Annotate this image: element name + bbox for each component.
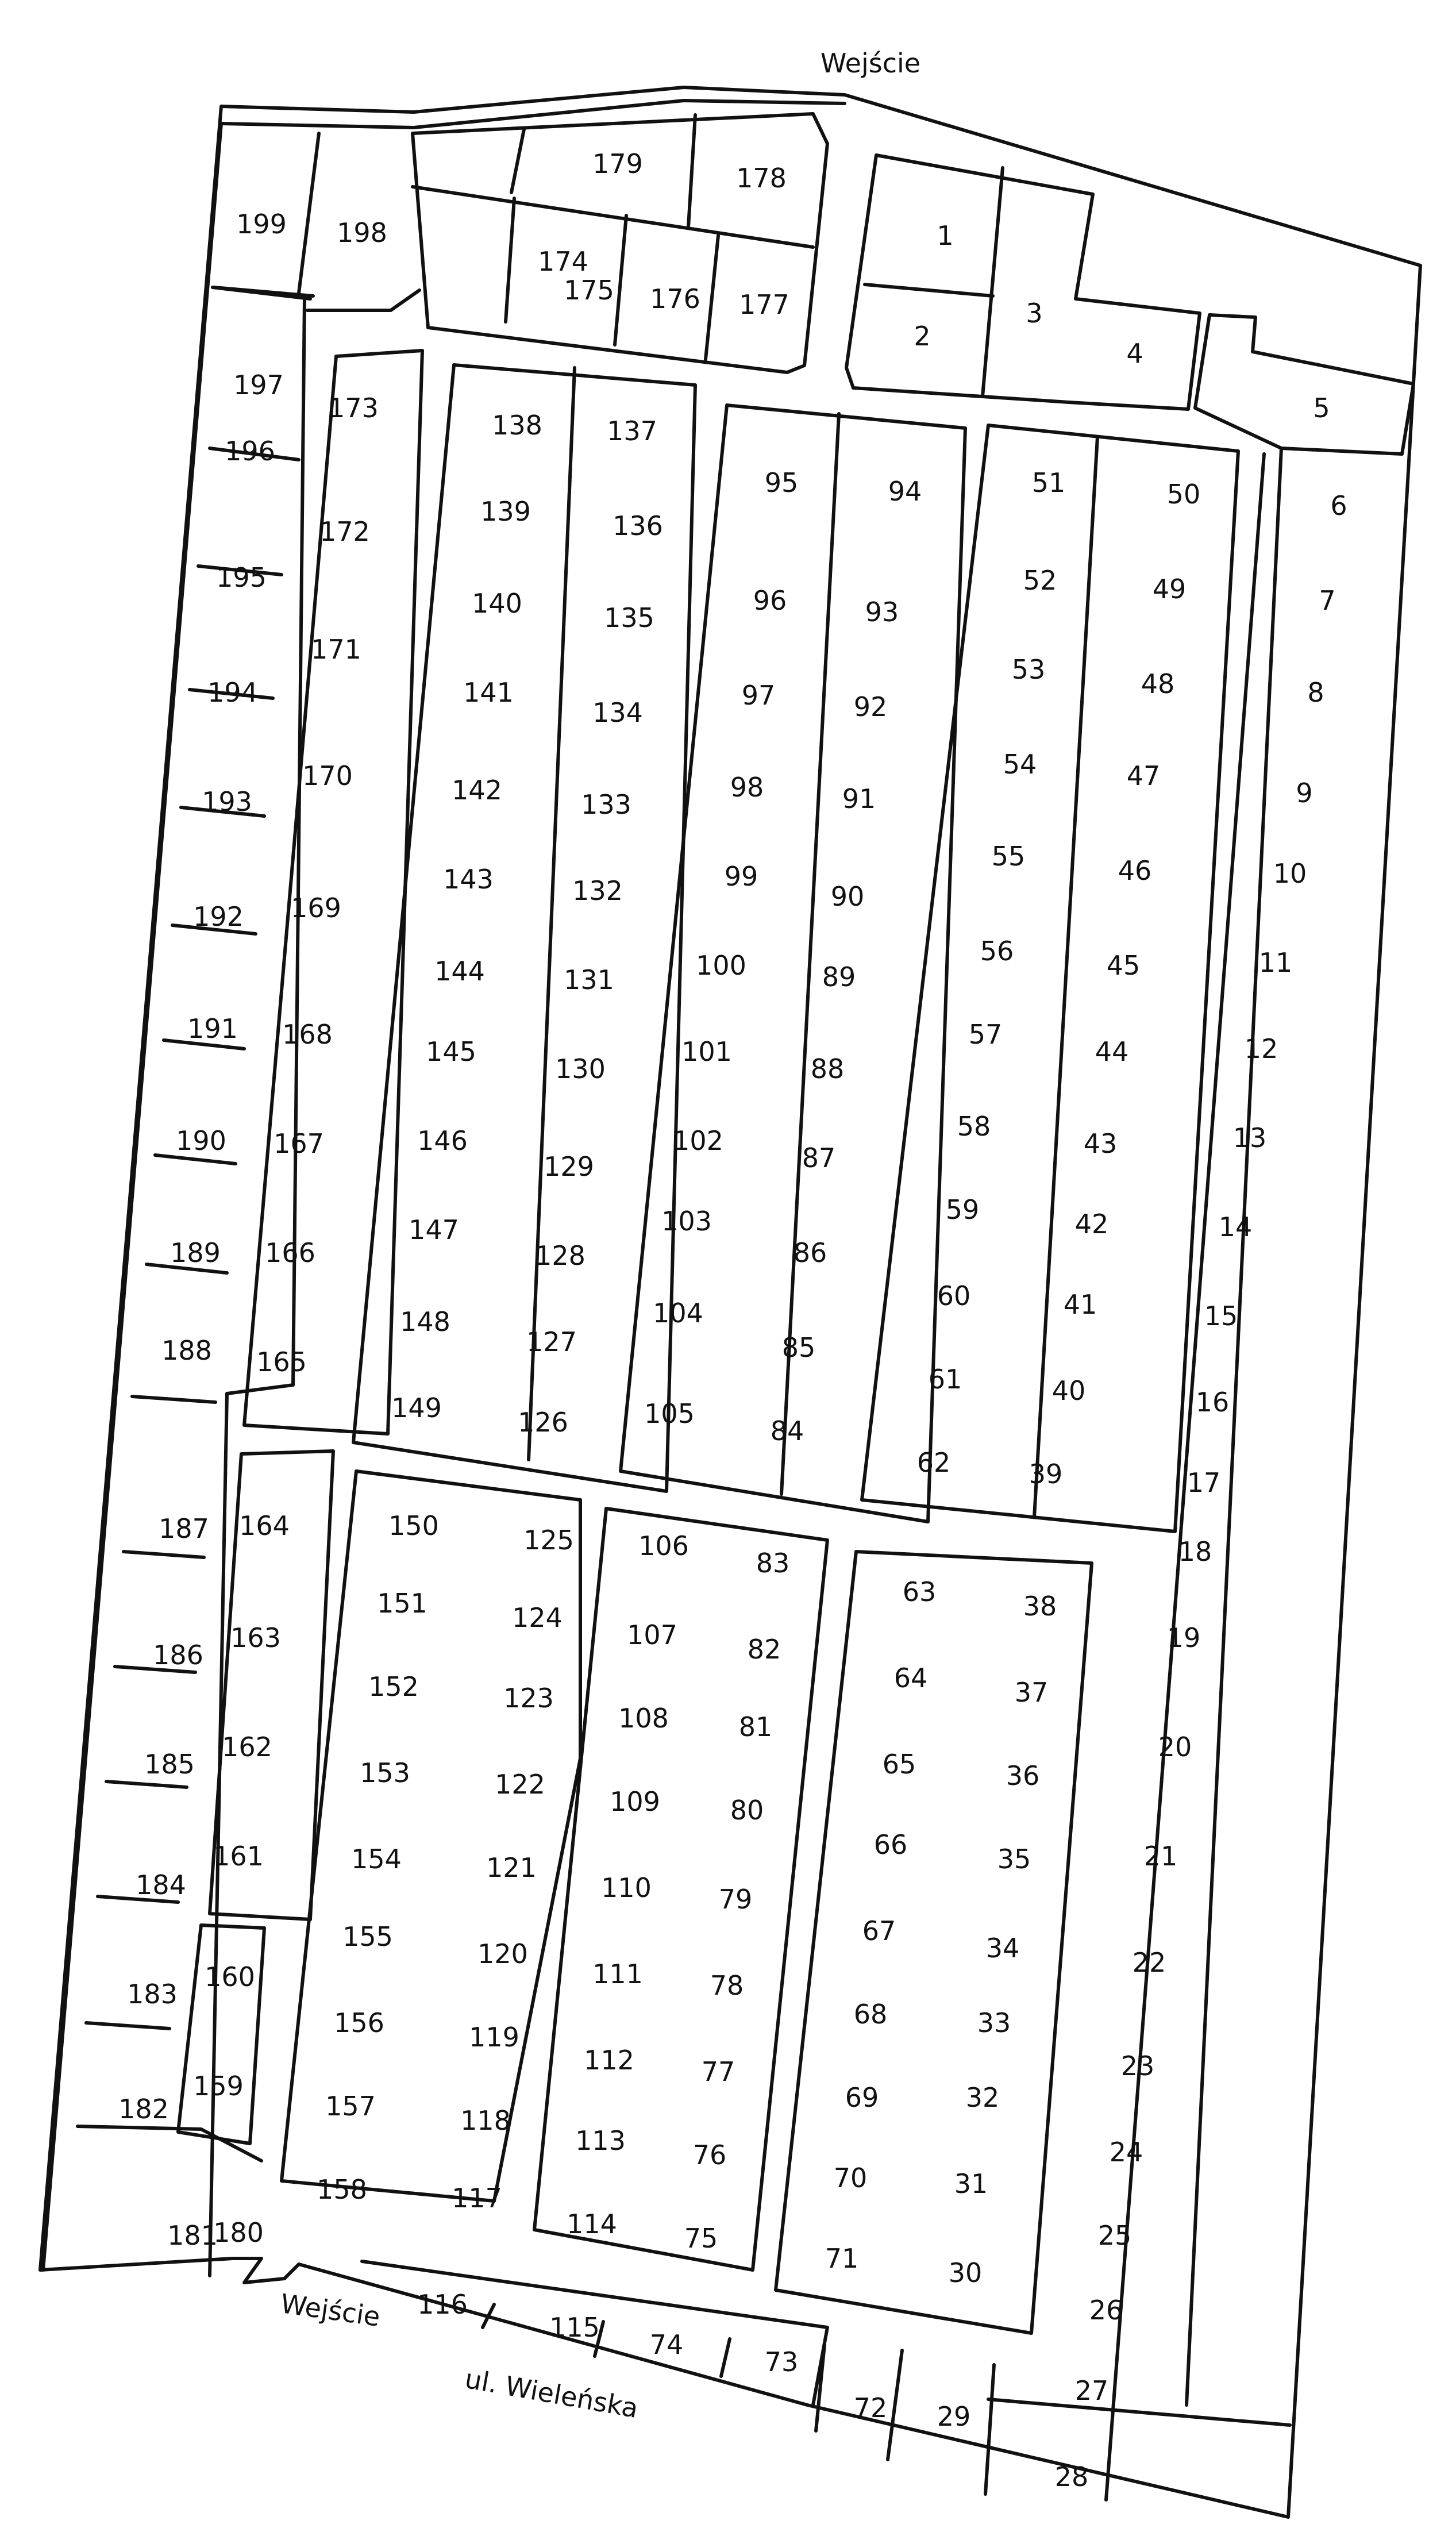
plot-number: 125	[523, 1525, 574, 1556]
plot-number: 56	[980, 936, 1014, 967]
plot-number: 35	[997, 1844, 1031, 1875]
plot-number: 170	[302, 760, 353, 791]
plot-number: 167	[274, 1128, 324, 1159]
plot-number: 165	[256, 1346, 307, 1377]
plot-number: 61	[928, 1364, 962, 1395]
plot-number: 144	[434, 956, 485, 987]
plot-number: 184	[136, 1869, 186, 1900]
plot-number: 106	[638, 1530, 689, 1561]
plot-number: 72	[853, 2392, 888, 2423]
plot-number: 8	[1307, 677, 1324, 708]
plot-number: 44	[1095, 1036, 1129, 1067]
plot-number: 48	[1141, 668, 1175, 699]
plot-number: 198	[337, 217, 387, 248]
plot-number: 182	[118, 2094, 169, 2125]
plot-number: 132	[572, 875, 623, 906]
plot-number: 172	[319, 516, 370, 547]
plot-number: 17	[1187, 1467, 1221, 1498]
plot-number: 26	[1089, 2295, 1123, 2326]
plot-number: 126	[518, 1407, 568, 1438]
plot-number: 157	[325, 2091, 376, 2122]
plot-number: 63	[902, 1576, 937, 1607]
plot-number: 78	[710, 1970, 744, 2001]
plot-number: 148	[400, 1306, 450, 1337]
street-label: ul. Wieleńska	[463, 2362, 641, 2425]
plot-number: 116	[417, 2289, 468, 2320]
plot-number: 162	[222, 1731, 272, 1763]
plot-number: 13	[1232, 1122, 1267, 1153]
plot-number: 14	[1218, 1211, 1253, 1242]
plot-number: 121	[486, 1852, 537, 1883]
plot-number: 118	[460, 2105, 511, 2136]
plot-number: 74	[649, 2329, 684, 2360]
plot-number: 191	[187, 1013, 238, 1044]
plot-number: 193	[202, 786, 252, 817]
plot-number: 10	[1273, 858, 1307, 889]
plot-number: 130	[555, 1053, 606, 1084]
plot-number: 93	[865, 597, 899, 628]
plot-number: 47	[1126, 760, 1161, 791]
plot-number: 178	[736, 163, 787, 194]
plot-number: 57	[968, 1019, 1003, 1050]
plot-number: 169	[291, 892, 341, 923]
plot-number: 129	[544, 1151, 594, 1182]
plot-number: 37	[1014, 1677, 1049, 1708]
plot-number: 36	[1006, 1760, 1040, 1791]
plot-number: 3	[1026, 298, 1043, 329]
plot-number: 28	[1054, 2461, 1089, 2492]
plot-number: 109	[610, 1786, 660, 1817]
plot-number: 60	[937, 1280, 971, 1311]
plot-number: 1	[937, 220, 954, 251]
plot-number: 9	[1296, 778, 1313, 809]
plot-number: 55	[991, 841, 1026, 872]
plot-number: 65	[882, 1749, 916, 1780]
plot-number: 160	[205, 1961, 255, 1992]
plot-number: 197	[233, 370, 284, 401]
plot-number: 45	[1106, 950, 1141, 981]
plot-number: 115	[549, 2312, 600, 2343]
plot-number: 39	[1029, 1459, 1063, 1490]
plot-number: 27	[1074, 2375, 1109, 2406]
plot-number: 7	[1319, 585, 1336, 616]
entrance-top-label: Wejście	[820, 48, 921, 79]
plot-number: 183	[127, 1979, 178, 2010]
plot-number: 41	[1063, 1289, 1097, 1320]
plot-number: 77	[701, 2056, 735, 2087]
plot-number: 138	[492, 410, 542, 441]
entrance-bottom-label: Wejście	[278, 2288, 383, 2333]
plot-number: 141	[463, 677, 514, 708]
plot-number: 43	[1083, 1128, 1118, 1159]
plot-number: 152	[368, 1671, 419, 1702]
plot-number: 179	[592, 148, 643, 179]
plot-number: 151	[377, 1588, 427, 1619]
plot-number: 117	[452, 2183, 502, 2214]
plot-number: 85	[781, 1332, 816, 1363]
plot-number: 58	[957, 1111, 991, 1142]
plot-number: 92	[853, 691, 888, 722]
plot-number: 49	[1152, 574, 1187, 605]
plot-number: 59	[945, 1194, 980, 1225]
plot-number: 164	[239, 1510, 290, 1541]
plot-number: 174	[538, 246, 588, 277]
plot-number: 70	[833, 2162, 868, 2194]
plot-number: 177	[739, 289, 789, 320]
top-fence	[221, 101, 845, 128]
plot-number: 33	[977, 2007, 1011, 2038]
plot-number: 155	[342, 1921, 393, 1952]
plot-number: 146	[417, 1125, 468, 1156]
plot-number: 135	[604, 602, 654, 633]
plot-number: 34	[985, 1933, 1020, 1964]
plot-number: 6	[1330, 490, 1347, 521]
plot-number: 153	[360, 1757, 410, 1788]
plot-number: 18	[1178, 1536, 1212, 1567]
plot-number: 42	[1074, 1209, 1109, 1240]
plot-number: 113	[575, 2125, 626, 2156]
plot-number: 187	[159, 1513, 209, 1544]
plot-number: 168	[282, 1019, 333, 1050]
plot-number: 86	[793, 1237, 827, 1268]
plot-number: 96	[753, 585, 787, 616]
plot-number: 31	[954, 2168, 988, 2199]
plot-number: 11	[1258, 947, 1293, 978]
plot-number: 156	[334, 2007, 384, 2038]
plot-number: 75	[684, 2223, 718, 2254]
plot-number: 175	[564, 275, 614, 306]
plot-number: 4	[1126, 338, 1143, 369]
plot-number: 76	[692, 2139, 727, 2171]
plot-number: 176	[650, 283, 700, 314]
plot-number: 188	[161, 1335, 212, 1366]
plot-number: 68	[853, 1999, 888, 2030]
plot-number: 101	[681, 1036, 732, 1067]
plot-number: 173	[328, 393, 379, 424]
plot-number: 99	[724, 861, 758, 892]
plot-number: 81	[738, 1711, 773, 1742]
plot-number: 23	[1120, 2050, 1155, 2081]
plot-number: 122	[495, 1769, 545, 1800]
plot-number: 107	[627, 1619, 677, 1650]
plot-number: 71	[825, 2243, 859, 2274]
plot-number: 127	[526, 1326, 577, 1357]
plot-number: 12	[1244, 1033, 1278, 1064]
plot-number: 21	[1143, 1841, 1178, 1872]
plot-number: 40	[1051, 1375, 1086, 1406]
plot-number: 103	[661, 1206, 712, 1237]
plot-number: 136	[613, 510, 663, 541]
plot-number: 114	[567, 2208, 617, 2239]
plot-number: 131	[564, 964, 614, 995]
plot-number: 196	[225, 436, 275, 467]
plot-number: 97	[741, 680, 776, 711]
plot-number: 64	[893, 1663, 928, 1694]
plot-number: 180	[213, 2217, 264, 2248]
plot-number: 123	[503, 1683, 554, 1714]
plot-number: 73	[764, 2346, 799, 2377]
plot-number: 110	[601, 1872, 652, 1903]
plot-number: 159	[193, 2071, 244, 2102]
plot-number: 50	[1166, 479, 1201, 510]
plot-number: 51	[1031, 467, 1066, 498]
plot-number: 67	[862, 1915, 896, 1946]
plot-number: 88	[810, 1053, 845, 1084]
plot-number: 194	[207, 677, 258, 708]
plot-number: 111	[592, 1958, 643, 1990]
plot-number: 95	[764, 467, 799, 498]
plot-number: 90	[830, 881, 865, 912]
plot-number: 171	[311, 634, 361, 665]
plot-number: 82	[747, 1634, 781, 1665]
plot-number: 79	[718, 1884, 753, 1915]
plot-number: 195	[216, 562, 267, 593]
plot-number: 104	[653, 1298, 703, 1329]
plot-number: 161	[213, 1841, 264, 1872]
plot-number: 199	[236, 209, 287, 240]
plot-number: 137	[607, 415, 657, 447]
plot-number: 84	[770, 1415, 804, 1446]
plot-number: 134	[592, 697, 643, 728]
plot-number: 94	[888, 476, 922, 507]
plot-number: 91	[842, 783, 876, 814]
plot-number: 105	[644, 1398, 695, 1429]
plot-number: 69	[845, 2082, 879, 2113]
plot-number: 149	[391, 1392, 442, 1423]
plot-number: 22	[1132, 1947, 1166, 1978]
plot-number: 142	[452, 775, 502, 806]
plot-number: 53	[1011, 654, 1046, 685]
plot-number: 120	[477, 1938, 528, 1969]
plot-number: 190	[176, 1125, 226, 1156]
plot-number: 89	[822, 961, 856, 992]
plot-number: 154	[351, 1844, 402, 1875]
plot-number: 54	[1003, 749, 1037, 780]
plot-number: 139	[480, 496, 531, 527]
plot-number: 29	[937, 2401, 971, 2432]
plot-number: 62	[916, 1447, 951, 1478]
plot-number: 80	[730, 1795, 764, 1826]
plot-number: 83	[756, 1548, 790, 1579]
plot-number: 5	[1313, 393, 1330, 424]
plot-number: 87	[802, 1142, 836, 1173]
plot-number: 189	[170, 1237, 221, 1268]
plot-number: 100	[696, 950, 746, 981]
plot-number: 112	[584, 2045, 634, 2076]
plot-number: 32	[965, 2082, 1000, 2113]
plot-number: 15	[1204, 1300, 1238, 1332]
plot-number: 25	[1097, 2220, 1132, 2251]
plot-number: 119	[469, 2022, 519, 2053]
plot-number: 38	[1023, 1591, 1057, 1622]
plot-number: 192	[193, 901, 244, 932]
plot-number: 108	[618, 1703, 669, 1734]
plot-number: 186	[153, 1640, 203, 1671]
plot-number: 24	[1109, 2137, 1143, 2168]
plot-number: 2	[914, 321, 931, 352]
plot-number: 30	[948, 2257, 983, 2288]
plot-number: 147	[409, 1214, 459, 1245]
plot-number: 158	[317, 2174, 367, 2205]
plot-number: 98	[730, 772, 764, 803]
plot-number: 124	[512, 1602, 563, 1633]
plot-number: 16	[1195, 1387, 1230, 1418]
plot-number: 133	[581, 789, 631, 820]
plot-number: 163	[230, 1622, 281, 1653]
plot-number: 46	[1118, 855, 1152, 886]
plot-number: 150	[388, 1510, 439, 1541]
plot-number: 20	[1158, 1731, 1192, 1763]
plot-number: 52	[1023, 565, 1057, 596]
plot-number: 66	[873, 1829, 908, 1860]
plot-number: 102	[673, 1125, 723, 1156]
plot-number: 19	[1166, 1622, 1201, 1653]
plot-number: 145	[426, 1036, 476, 1067]
plot-number: 181	[167, 2220, 218, 2251]
plot-number: 140	[472, 588, 522, 619]
plot-number: 143	[443, 864, 494, 895]
plot-number: 128	[535, 1240, 586, 1271]
plot-number: 166	[265, 1237, 315, 1268]
plot-number: 185	[144, 1749, 195, 1780]
